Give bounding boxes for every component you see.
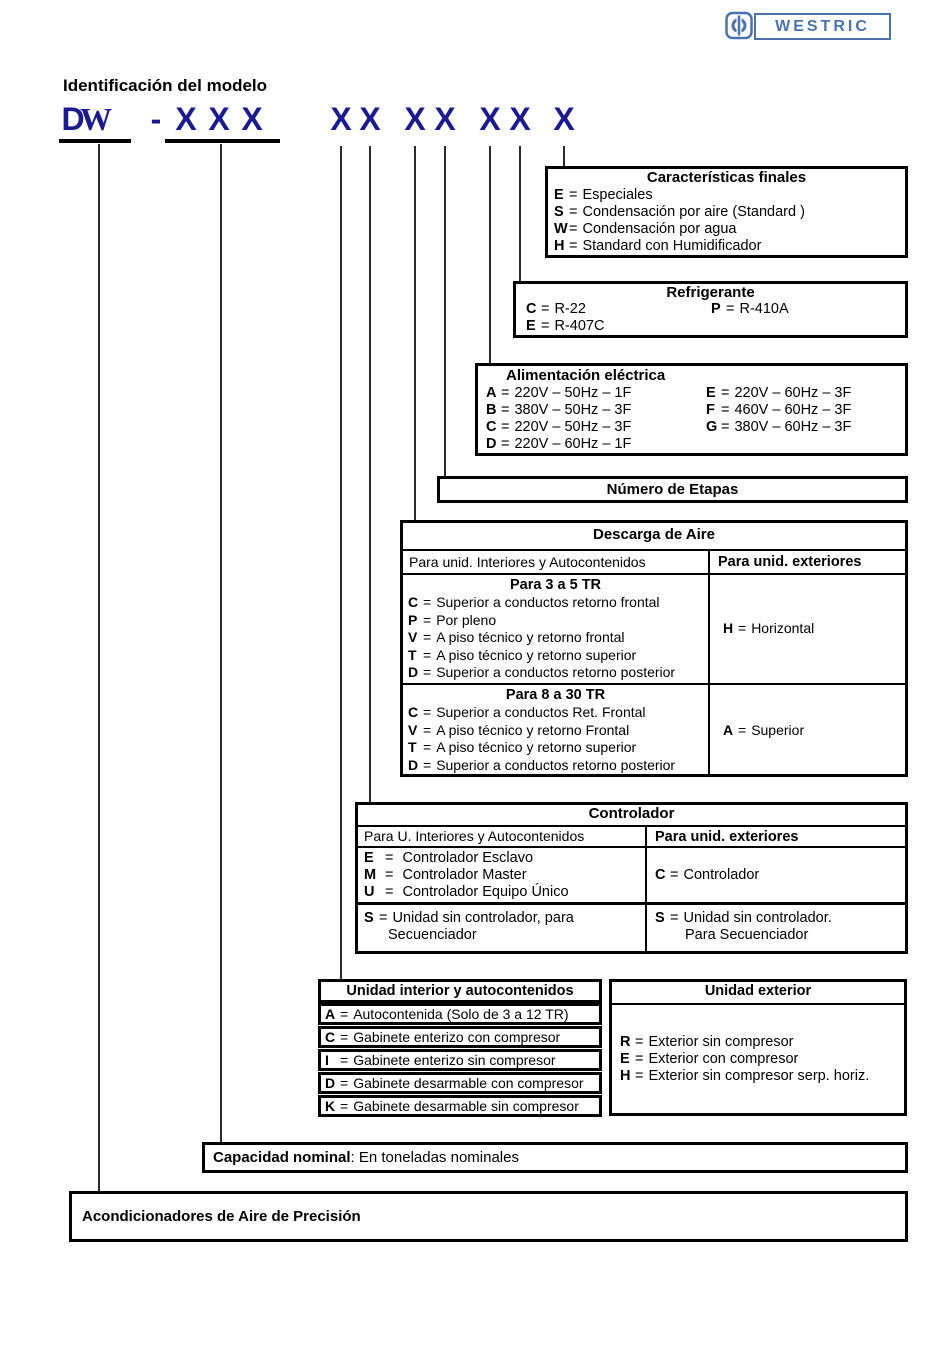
code-label: Horizontal [751,620,815,637]
code-letter: M [364,867,377,883]
code-label: Especiales [582,187,653,203]
code-letter: S [364,910,374,926]
equals-sign: = [726,301,735,317]
code-row [718,722,804,740]
code-letter: D [325,1074,336,1091]
connector-line-prefix [98,144,100,1192]
code-letter: E [706,385,716,401]
capacity-description: : En toneladas nominales [350,1149,519,1166]
equals-sign: = [569,187,578,203]
code-letter: C [655,866,666,883]
code-letter: R [620,1033,631,1050]
code-label: Exterior sin compresor [648,1033,794,1050]
model-separator: - [150,101,162,137]
code-label: A piso técnico y retorno superior [436,646,637,663]
code-row [620,1051,904,1068]
code-row [548,204,905,221]
code-row [403,739,708,757]
code-label: Condensación por aire (Standard ) [582,204,805,220]
code-letter: A [486,385,497,401]
nominal-capacity-bar [202,1142,908,1173]
interior-unit-header [318,979,602,1003]
code-row [516,301,905,318]
discharge-3-5tr-exterior-cell [710,575,905,683]
product-family-label: Acondicionadores de Aire de Precisión [82,1208,361,1225]
code-label: Exterior sin compresor serp. horiz. [648,1067,870,1084]
code-letter: A [325,1005,336,1022]
equals-sign: = [541,301,550,317]
code-label: Superior a conductos retorno frontal [436,594,660,610]
code-label: Superior a conductos retorno posterior [436,664,676,680]
interior-unit-cell [318,1095,602,1117]
code-letter: C [526,301,537,317]
code-label: 220V – 60Hz – 3F [734,385,852,401]
code-letter: D [408,756,419,773]
model-option-digit: X [359,101,381,137]
code-letter: T [408,646,417,663]
equals-sign: = [569,204,578,220]
discharge-section-3-5tr [403,575,905,685]
equals-sign: = [501,385,510,401]
code-letter: V [408,629,418,645]
code-label: Unidad sin controlador. [683,910,832,926]
equals-sign: = [423,594,432,610]
code-label-continued: Para Secuenciador [685,927,809,943]
discharge-3-5tr-cell [403,575,710,683]
code-label: Controlador Esclavo [402,850,534,866]
section-title: Para 8 a 30 TR [505,687,606,703]
equals-sign: = [423,704,432,720]
interior-unit-cell [318,1026,602,1048]
code-label: 220V – 50Hz – 1F [514,385,632,401]
box-title: Unidad interior y autocontenidos [346,983,574,999]
code-row [403,594,708,612]
section-title: Para 3 a 5 TR [509,577,602,593]
air-discharge-box [400,520,908,777]
equals-sign: = [541,318,550,334]
equals-sign: = [501,402,510,418]
equals-sign: = [569,221,578,237]
interior-unit-cell [318,1072,602,1094]
code-row [655,910,832,926]
equals-sign: = [635,1033,644,1050]
equals-sign: = [423,664,432,680]
connector-line-controller [369,146,371,803]
code-letter: S [554,204,564,220]
box-title: Refrigerante [666,284,755,301]
power-right-column [706,385,851,436]
box-title: Unidad exterior [612,982,904,1005]
equals-sign: = [423,629,432,645]
equals-sign: = [670,910,679,926]
equals-sign: = [738,620,747,637]
code-row [486,436,905,453]
refrigerant-box [513,281,908,338]
controller-right-header: Para unid. exteriores [655,828,799,845]
connector-line-stages [444,146,446,477]
discharge-left-header: Para unid. Interiores y Autocontenidos [403,551,710,573]
connector-line-unit-type [340,146,342,980]
code-letter: K [325,1097,336,1114]
code-letter: S [655,910,665,926]
code-label: Controlador Equipo Único [402,884,569,900]
equals-sign: = [340,1005,349,1022]
code-label: Controlador [683,866,760,883]
code-row [620,1034,904,1051]
code-row [364,850,645,867]
code-letter: H [620,1067,631,1084]
stages-box [437,476,908,503]
code-row [364,884,645,901]
discharge-subheader-row [403,551,905,575]
controller-sequencer-row [358,905,905,951]
code-letter: C [486,419,497,435]
code-row [655,867,759,884]
code-row [706,419,851,436]
code-letter: A [723,721,734,738]
code-row [321,1075,584,1092]
box-title: Características finales [646,169,807,186]
controller-main-row [358,848,905,905]
code-label: Unidad sin controlador, para [392,910,574,926]
model-size-digit: X [241,101,263,137]
code-letter: G [706,419,718,435]
code-label: Gabinete desarmable con compresor [353,1074,584,1091]
code-row [403,612,708,630]
code-label: Superior [751,721,805,738]
code-row [321,1052,556,1069]
box-title: Alimentación eléctrica [506,367,666,384]
connector-line-discharge [414,146,416,521]
code-label: R-22 [554,301,586,317]
code-label: 220V – 50Hz – 3F [514,419,632,435]
power-supply-box [475,363,908,456]
exterior-unit-list [612,1005,904,1113]
code-row [706,402,851,419]
code-row [321,1029,560,1046]
model-letter-d: D [61,101,85,137]
code-letter: D [408,664,419,680]
code-label: R-410A [739,301,789,317]
code-letter: E [620,1050,630,1067]
code-label: Por pleno [436,611,497,628]
code-label: 380V – 60Hz – 3F [734,419,852,435]
code-row [548,221,905,238]
code-letter: T [408,739,417,755]
equals-sign: = [569,238,578,254]
interior-unit-cell [318,1049,602,1071]
equals-sign: = [340,1097,349,1114]
box-title: Descarga de Aire [403,523,905,551]
equals-sign: = [423,756,432,773]
code-label: Gabinete enterizo con compresor [353,1028,561,1045]
code-row [403,664,708,682]
equals-sign: = [635,1067,644,1084]
equals-sign: = [721,402,730,418]
discharge-right-header: Para unid. exteriores [718,554,862,570]
code-row [321,1098,579,1115]
equals-sign: = [423,721,432,738]
controller-interior-cell [358,848,647,902]
code-letter: C [408,704,419,720]
equals-sign: = [379,910,388,926]
code-row [701,301,789,318]
code-letter: E [364,850,374,866]
equals-sign: = [423,646,432,663]
controller-subheader-row [358,827,905,848]
code-label: A piso técnico y retorno frontal [436,629,625,645]
code-letter: H [723,620,734,637]
code-row [403,704,708,722]
final-features-box [545,166,908,258]
code-label: Gabinete desarmable sin compresor [353,1097,579,1114]
code-letter: V [408,721,418,738]
code-row [403,629,708,647]
code-letter: P [711,301,721,317]
code-row [403,757,708,775]
model-option-digit: X [330,101,352,137]
code-row [548,238,905,255]
code-label: Exterior con compresor [648,1050,799,1067]
equals-sign: = [340,1074,349,1091]
discharge-8-30tr-cell [403,685,710,776]
code-letter: E [526,318,536,334]
size-underline [165,139,280,143]
equals-sign: = [635,1050,644,1067]
code-row [620,1068,904,1085]
code-row [321,1006,569,1023]
product-family-bar [69,1191,908,1242]
code-label: A piso técnico y retorno superior [436,739,637,755]
equals-sign: = [423,611,432,628]
code-label: 460V – 60Hz – 3F [734,402,852,418]
code-letter: D [486,436,497,452]
code-letter: I [325,1051,329,1068]
model-size-digit: X [208,101,230,137]
equals-sign: = [385,850,394,866]
code-label: Superior a conductos Ret. Frontal [436,704,646,720]
controller-exterior-cell [647,848,905,902]
box-title: Número de Etapas [606,481,739,498]
equals-sign: = [385,884,394,900]
code-label: Gabinete enterizo sin compresor [353,1051,556,1068]
code-row [358,910,574,926]
equals-sign: = [501,436,510,452]
code-label: Condensación por agua [582,221,737,237]
code-label: Standard con Humidificador [582,238,762,254]
connector-line-power [489,146,491,364]
code-letter: W [554,221,568,237]
code-letter: H [554,238,565,254]
controller-left-header: Para U. Interiores y Autocontenidos [358,827,647,846]
sequencer-interior-cell [358,905,647,951]
code-label: Superior a conductos retorno posterior [436,756,676,773]
equals-sign: = [340,1028,349,1045]
model-letter-w: W [80,101,112,137]
equals-sign: = [423,739,432,755]
code-label: 220V – 60Hz – 1F [514,436,632,452]
page-title: Identificación del modelo [63,76,268,95]
connector-line-capacity [220,144,222,1143]
code-label: Autocontenida (Solo de 3 a 12 TR) [353,1005,569,1022]
equals-sign: = [340,1051,349,1068]
capacity-label: Capacidad nominal [213,1149,351,1166]
connector-line-refrigerant [519,146,521,282]
model-size-digit: X [175,101,197,137]
model-option-digit: X [509,101,531,137]
connector-line-final-features [563,146,565,168]
code-label: 380V – 50Hz – 3F [514,402,632,418]
discharge-8-30tr-exterior-cell [710,685,905,776]
code-label-continued: Secuenciador [388,927,477,943]
model-option-digit: X [434,101,456,137]
code-row [403,722,708,740]
interior-unit-cell [318,1003,602,1025]
code-letter: P [408,611,418,628]
prefix-underline [59,139,131,143]
model-option-digit: X [553,101,575,137]
code-row [403,647,708,665]
code-label: A piso técnico y retorno Frontal [436,721,630,738]
equals-sign: = [385,867,394,883]
code-label: Controlador Master [402,867,527,883]
code-label: R-407C [554,318,605,334]
code-letter: B [486,402,497,418]
model-option-digit: X [404,101,426,137]
code-letter: C [408,594,419,610]
code-letter: U [364,884,375,900]
equals-sign: = [670,866,679,883]
equals-sign: = [721,419,730,435]
controller-box [355,802,908,954]
westric-logo [754,13,891,40]
code-letter: E [554,187,564,203]
code-row [718,620,814,638]
model-option-digit: X [479,101,501,137]
code-letter: F [706,402,715,418]
box-title: Controlador [358,805,905,827]
code-row [364,867,645,884]
code-row [706,385,851,402]
code-row [516,318,905,335]
equals-sign: = [738,721,747,738]
power-columns [478,385,905,453]
code-row [548,187,905,204]
equals-sign: = [721,385,730,401]
brand-name: WESTRIC [775,17,870,35]
westric-logo-icon [725,11,753,40]
equals-sign: = [501,419,510,435]
sequencer-exterior-cell [647,905,905,951]
exterior-unit-box [609,979,907,1116]
code-letter: C [325,1028,336,1045]
discharge-section-8-30tr [403,685,905,776]
